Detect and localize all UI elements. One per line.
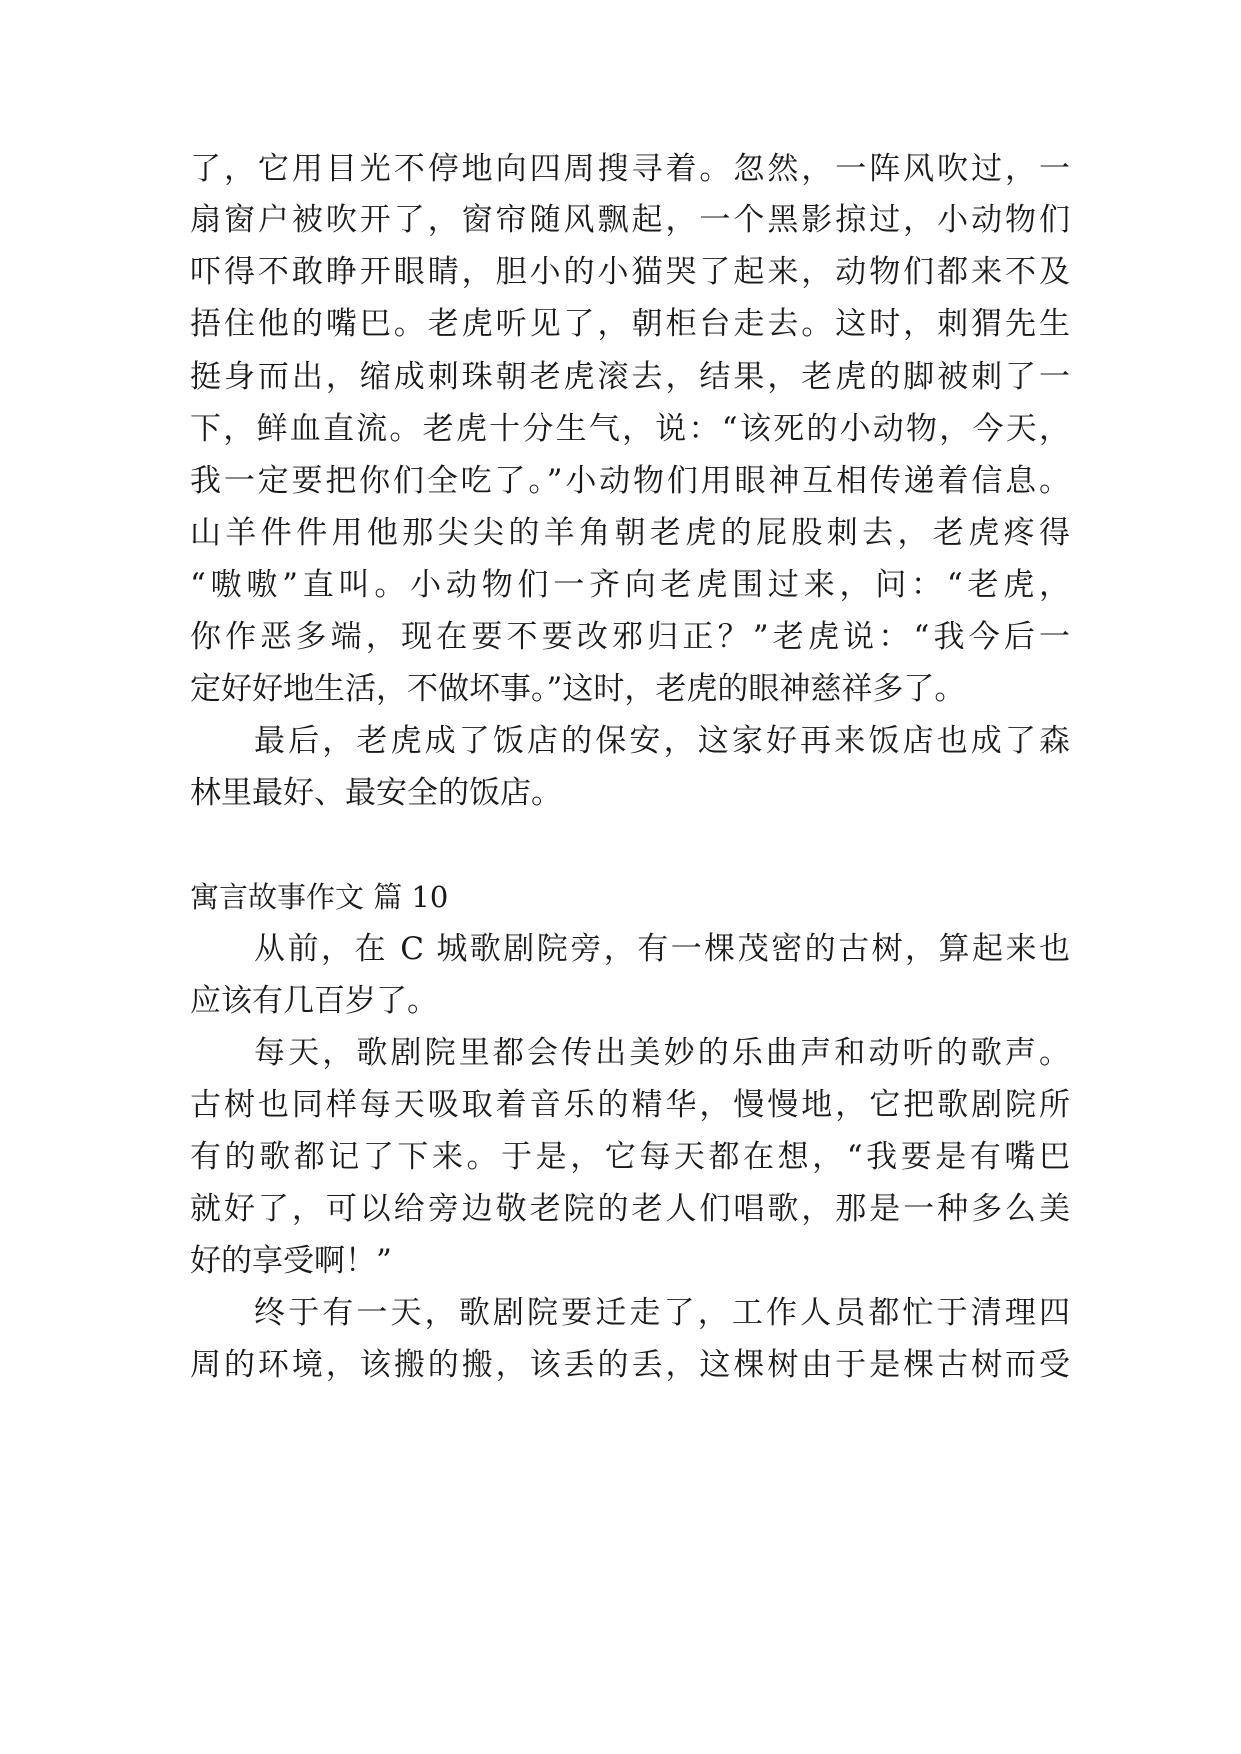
text-line: 应该有几百岁了。 [190,983,438,1019]
text-line: “嗷嗷”直叫。小动物们一齐向老虎围过来，问：“老虎， [190,567,1070,603]
text-line: 古树也同样每天吸取着音乐的精华，慢慢地，它把歌剧院所 [190,1087,1070,1123]
text-line: 好的享受啊！” [190,1243,392,1279]
text-line: 下，鲜血直流。老虎十分生气，说：“该死的小动物，今天， [190,411,1070,447]
text-line: 周的环境，该搬的搬，该丢的丢，这棵树由于是棵古树而受 [190,1347,1070,1383]
text-line: 扇窗户被吹开了，窗帘随风飘起，一个黑影掠过，小动物们 [190,202,1070,238]
text-line: 定好好地生活，不做坏事。”这时，老虎的眼神慈祥多了。 [190,671,966,707]
text-line: 就好了，可以给旁边敬老院的老人们唱歌，那是一种多么美 [190,1191,1070,1227]
text-line: 我一定要把你们全吃了。”小动物们用眼神互相传递着信息。 [190,463,1070,499]
text-line: 终于有一天，歌剧院要迁走了，工作人员都忙于清理四 [254,1295,1070,1331]
text-line: 挺身而出，缩成刺珠朝老虎滚去，结果，老虎的脚被刺了一 [190,359,1070,395]
text-line: 你作恶多端，现在要不要改邪归正？”老虎说：“我今后一 [190,619,1070,655]
text-line: 最后，老虎成了饭店的保安，这家好再来饭店也成了森 [254,723,1070,759]
section-heading: 寓言故事作文 篇 10 [190,880,449,914]
text-line: 山羊件件用他那尖尖的羊角朝老虎的屁股刺去，老虎疼得 [190,515,1070,551]
text-line: 吓得不敢睁开眼睛，胆小的小猫哭了起来，动物们都来不及 [190,254,1070,290]
text-line: 每天，歌剧院里都会传出美妙的乐曲声和动听的歌声。 [254,1035,1070,1071]
text-line: 从前，在 C 城歌剧院旁，有一棵茂密的古树，算起来也 [254,931,1070,967]
text-line: 林里最好、最安全的饭店。 [190,775,562,811]
text-line: 有的歌都记了下来。于是，它每天都在想，“我要是有嘴巴 [190,1139,1070,1175]
text-line: 捂住他的嘴巴。老虎听见了，朝柜台走去。这时，刺猬先生 [190,306,1070,342]
text-line: 了，它用目光不停地向四周搜寻着。忽然，一阵风吹过，一 [190,151,1070,187]
